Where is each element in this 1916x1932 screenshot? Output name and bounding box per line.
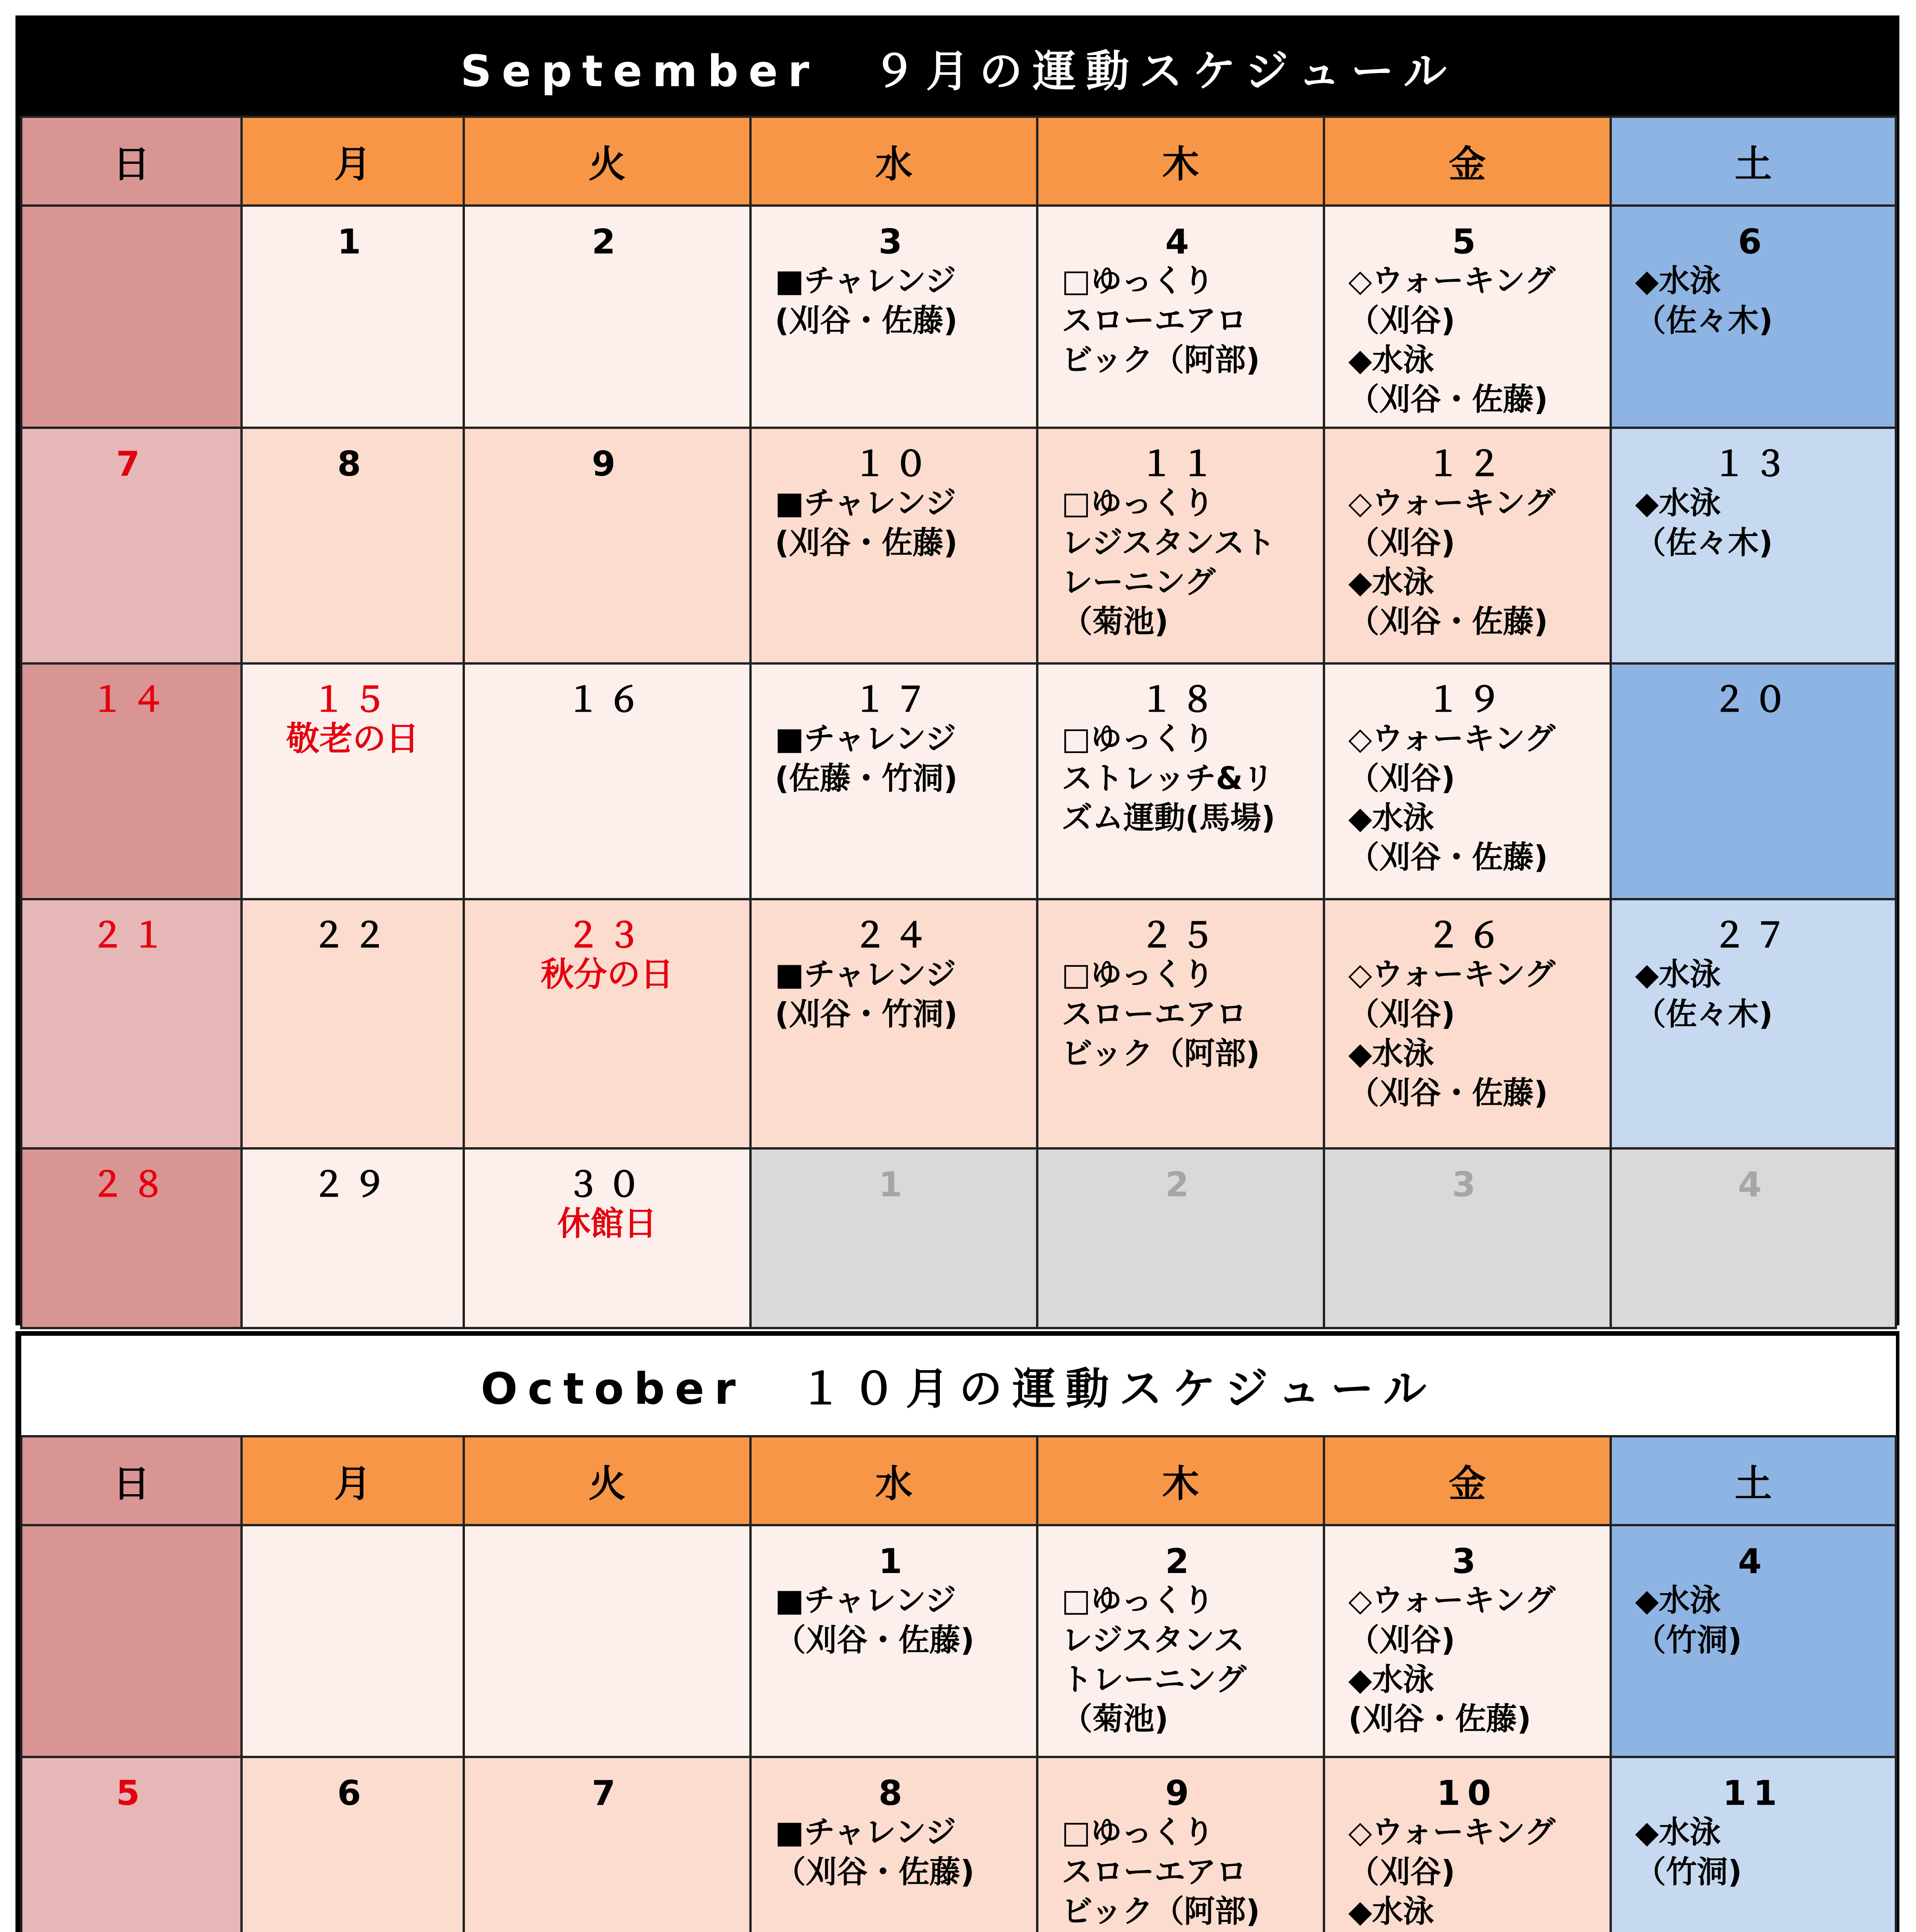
day-number: ２８	[90, 1165, 172, 1204]
day-cell	[21, 428, 242, 663]
event-list: ■チャレンジ （刈谷・佐藤)	[775, 1814, 975, 1890]
day-cell	[21, 1525, 242, 1757]
weekday-thu: 木	[1037, 1436, 1324, 1525]
day-cell	[1611, 1525, 1896, 1757]
day-cell	[1611, 206, 1896, 428]
event-list: ◇ウォーキング （刈谷) ◆水泳 （刈谷・佐藤)	[1348, 956, 1555, 1111]
day-number: １７	[853, 680, 935, 719]
event-list: □ゆっくり ストレッチ&リ ズム運動(馬場)	[1062, 721, 1276, 836]
day-cell	[750, 428, 1037, 663]
day-cell	[750, 663, 1037, 899]
weekday-sun: 日	[21, 1436, 242, 1525]
october-weekday-header	[21, 1436, 1896, 1525]
october-week-row	[21, 1525, 1896, 1757]
weekday-mon: 月	[242, 1436, 464, 1525]
day-number: 4	[1738, 1165, 1769, 1204]
day-cell	[1611, 428, 1896, 663]
day-number: 4	[1165, 222, 1196, 262]
day-number	[22, 207, 240, 222]
day-number: １１	[1139, 444, 1222, 484]
weekday-sat: 土	[1611, 117, 1896, 206]
day-number: 7	[116, 444, 147, 484]
day-number: ２０	[1712, 680, 1795, 719]
event-list: ◇ウォーキング （刈谷) ◆水泳 （刈谷・佐藤)	[1348, 263, 1555, 418]
day-number: １５	[311, 680, 394, 719]
day-cell	[464, 206, 750, 428]
september-week-row	[21, 663, 1896, 899]
day-number: 9	[1165, 1773, 1196, 1813]
september-week-row	[21, 1148, 1896, 1328]
day-cell	[1324, 899, 1611, 1148]
day-number: 7	[592, 1773, 623, 1813]
event-list: ◇ウォーキング （刈谷) ◆水泳 （刈谷・佐藤)	[1348, 721, 1555, 876]
day-number: 3	[878, 222, 909, 262]
day-number	[465, 1526, 749, 1542]
holiday-label: 休館日	[557, 1204, 657, 1243]
day-cell	[750, 899, 1037, 1148]
event-list: ◇ウォーキング （刈谷) ◆水泳 （刈谷・佐藤)	[1348, 485, 1555, 640]
day-cell	[464, 1525, 750, 1757]
september-calendar	[15, 15, 1899, 1325]
day-cell	[1037, 428, 1324, 663]
day-cell	[750, 1525, 1037, 1757]
event-list: ◆水泳 （竹洞)	[1635, 1814, 1742, 1890]
day-number: 2	[1165, 1165, 1196, 1204]
september-weekday-header	[21, 117, 1896, 206]
day-cell	[1037, 1757, 1324, 1932]
october-calendar	[15, 1331, 1899, 1932]
day-number: 8	[878, 1773, 909, 1813]
event-list: □ゆっくり スローエアロ ビック（阿部)	[1062, 1814, 1260, 1929]
weekday-mon: 月	[242, 117, 464, 206]
day-cell	[242, 663, 464, 899]
event-list: ◆水泳 （佐々木)	[1635, 956, 1773, 1032]
day-cell	[21, 663, 242, 899]
day-number: 6	[1738, 222, 1769, 262]
day-cell	[1611, 1757, 1896, 1932]
event-list: □ゆっくり レジスタンス トレーニング （菊池)	[1062, 1582, 1247, 1737]
event-list: ■チャレンジ （刈谷・佐藤)	[775, 1582, 975, 1658]
day-number: 2	[1165, 1541, 1196, 1581]
event-list: ◆水泳 （佐々木)	[1635, 485, 1773, 561]
weekday-fri: 金	[1324, 117, 1611, 206]
day-number: 4	[1738, 1541, 1769, 1581]
day-cell	[750, 1757, 1037, 1932]
day-cell	[1611, 1148, 1896, 1328]
event-list: ■チャレンジ (刈谷・竹洞)	[775, 956, 958, 1032]
day-cell	[1324, 1757, 1611, 1932]
day-cell	[21, 1757, 242, 1932]
october-title: October １０月の運動スケジュール	[21, 1336, 1896, 1436]
day-cell	[242, 1148, 464, 1328]
event-list: ◇ウォーキング （刈谷) ◆水泳 (刈谷・佐藤)	[1348, 1582, 1555, 1737]
day-number: １９	[1426, 680, 1508, 719]
day-cell	[1037, 899, 1324, 1148]
day-cell	[1037, 1525, 1324, 1757]
day-cell	[464, 899, 750, 1148]
day-number: 9	[592, 444, 623, 484]
day-cell	[464, 428, 750, 663]
day-cell	[242, 1757, 464, 1932]
day-number: 11	[1722, 1773, 1784, 1813]
weekday-tue: 火	[464, 117, 750, 206]
day-number: ３０	[566, 1165, 648, 1204]
event-list: ■チャレンジ (刈谷・佐藤)	[775, 263, 958, 338]
day-number: 2	[592, 222, 623, 262]
september-title: September ９月の運動スケジュール	[21, 20, 1896, 117]
day-number: １６	[566, 680, 648, 719]
event-list: □ゆっくり スローエアロ ビック（阿部)	[1062, 956, 1260, 1071]
day-cell	[242, 428, 464, 663]
day-number: １４	[90, 680, 172, 719]
day-cell	[242, 1525, 464, 1757]
holiday-label: 敬老の日	[286, 719, 419, 759]
weekday-sat: 土	[1611, 1436, 1896, 1525]
day-number: １０	[853, 444, 935, 484]
holiday-label: 秋分の日	[541, 955, 674, 994]
day-cell	[1037, 206, 1324, 428]
day-number: １３	[1712, 444, 1795, 484]
day-number: 3	[1452, 1541, 1483, 1581]
day-number: ２４	[853, 915, 935, 955]
day-number: ２１	[90, 915, 172, 955]
day-cell	[750, 206, 1037, 428]
event-list: ■チャレンジ (刈谷・佐藤)	[775, 485, 958, 561]
september-week-row	[21, 428, 1896, 663]
day-number: １２	[1426, 444, 1508, 484]
september-week-row	[21, 899, 1896, 1148]
day-number: ２２	[311, 915, 394, 955]
day-number: ２７	[1712, 915, 1795, 955]
weekday-wed: 水	[750, 117, 1037, 206]
day-number: 1	[337, 222, 368, 262]
day-number: ２３	[566, 915, 648, 955]
day-cell	[242, 899, 464, 1148]
event-list: ◆水泳 （佐々木)	[1635, 263, 1773, 338]
day-cell	[1611, 899, 1896, 1148]
day-cell	[1324, 1148, 1611, 1328]
day-number: ２９	[311, 1165, 394, 1204]
day-cell	[1037, 1148, 1324, 1328]
day-number: ２５	[1139, 915, 1222, 955]
day-cell	[1324, 1525, 1611, 1757]
day-cell	[750, 1148, 1037, 1328]
day-number	[22, 1526, 240, 1542]
day-cell	[464, 1148, 750, 1328]
day-number: 1	[878, 1541, 909, 1581]
weekday-sun: 日	[21, 117, 242, 206]
day-number: 3	[1452, 1165, 1483, 1204]
day-cell	[21, 206, 242, 428]
day-number: 5	[1452, 222, 1483, 262]
weekday-fri: 金	[1324, 1436, 1611, 1525]
day-number: 10	[1436, 1773, 1498, 1813]
day-number: 8	[337, 444, 368, 484]
event-list: □ゆっくり レジスタンスト レーニング （菊池)	[1062, 485, 1276, 640]
weekday-wed: 水	[750, 1436, 1037, 1525]
event-list: ◆水泳 （竹洞)	[1635, 1582, 1742, 1658]
day-cell	[464, 1757, 750, 1932]
day-cell	[1324, 428, 1611, 663]
day-number: 6	[337, 1773, 368, 1813]
event-list: ■チャレンジ (佐藤・竹洞)	[775, 721, 958, 796]
event-list: □ゆっくり スローエアロ ビック（阿部)	[1062, 263, 1260, 378]
october-week-row	[21, 1757, 1896, 1932]
day-number: 1	[878, 1165, 909, 1204]
day-cell	[1611, 663, 1896, 899]
day-cell	[1324, 663, 1611, 899]
day-number: 5	[116, 1773, 147, 1813]
day-number: ２６	[1426, 915, 1508, 955]
day-cell	[21, 899, 242, 1148]
weekday-tue: 火	[464, 1436, 750, 1525]
weekday-thu: 木	[1037, 117, 1324, 206]
day-number	[243, 1526, 463, 1542]
day-cell	[464, 663, 750, 899]
september-week-row	[21, 206, 1896, 428]
day-cell	[1324, 206, 1611, 428]
day-number: １８	[1139, 680, 1222, 719]
day-cell	[21, 1148, 242, 1328]
day-cell	[242, 206, 464, 428]
event-list: ◇ウォーキング （刈谷) ◆水泳	[1348, 1814, 1555, 1929]
day-cell	[1037, 663, 1324, 899]
